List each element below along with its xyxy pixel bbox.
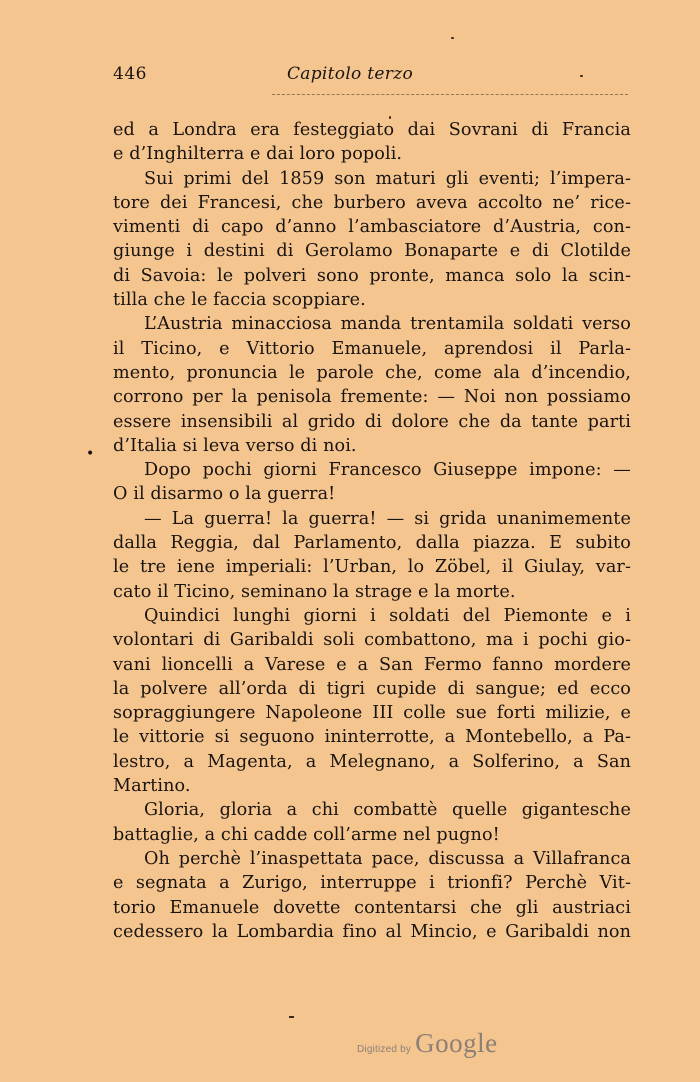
text-line: volontari di Garibaldi soli combattono, ma i pochi gio-	[113, 630, 631, 651]
text-line: vimenti di capo d’anno l’ambasciatore d’Austria, con-	[113, 217, 631, 238]
text-line: — La guerra! la guerra! — si grida unanimemente	[144, 508, 631, 529]
page-number: 446	[113, 64, 147, 84]
text-line: tore dei Francesi, che burbero aveva accolto ne’ rice-	[113, 192, 631, 213]
margin-mark: •	[86, 446, 95, 462]
text-line: Dopo pochi giorni Francesco Giuseppe impone: —	[144, 460, 631, 481]
text-block	[113, 118, 631, 944]
text-line: e d’Inghilterra e dai loro popoli.	[113, 144, 403, 165]
text-line: di Savoia: le polveri sono pronte, manca solo la scin-	[113, 265, 631, 286]
running-title: Capitolo terzo	[286, 64, 413, 84]
google-logo: Google	[415, 1028, 498, 1058]
text-line: mento, pronuncia le parole che, come ala d’incendio,	[113, 362, 631, 383]
watermark-prefix: Digitized by	[357, 1044, 412, 1055]
text-line: Gloria, gloria a chi combattè quelle gigantesche	[144, 800, 631, 821]
text-line: tilla che le faccia scoppiare.	[113, 290, 366, 311]
text-line: dalla Reggia, dal Parlamento, dalla piazza. E subito	[113, 533, 631, 554]
text-line: cato il Ticino, seminano la strage e la morte.	[113, 581, 516, 602]
text-line: giunge i destini di Gerolamo Bonaparte e di Clotilde	[113, 241, 631, 262]
text-line: battaglie, a chi cadde coll’arme nel pugno!	[113, 824, 500, 845]
text-line: Martino.	[113, 776, 191, 797]
text-line: la polvere all’orda di tigri cupide di sangue; ed ecco	[113, 678, 631, 699]
text-line: il Ticino, e Vittorio Emanuele, aprendosi il Parla-	[113, 338, 631, 359]
google-watermark	[357, 1028, 498, 1059]
footer-mark	[289, 1016, 294, 1018]
text-line: le vittorie si seguono ininterrotte, a Montebello, a Pa-	[113, 727, 631, 748]
text-line: Quindici lunghi giorni i soldati del Piemonte e i	[144, 605, 631, 626]
text-line: Oh perchè l’inaspettata pace, discussa a Villafranca	[144, 848, 631, 869]
text-line: le tre iene imperiali: l’Urban, lo Zöbel, il Giulay, var-	[113, 557, 631, 578]
text-line: corrono per la penisola fremente: — Noi non possiamo	[113, 387, 631, 408]
text-line: lestro, a Magenta, a Melegnano, a Solferino, a San	[113, 751, 631, 772]
text-line: d’Italia si leva verso di noi.	[113, 435, 357, 456]
speck	[451, 37, 454, 39]
text-line: ed a Londra era festeggiato dai Sovrani di Francia	[113, 120, 631, 140]
text-line: O il disarmo o la guerra!	[113, 484, 336, 505]
text-line: e segnata a Zurigo, interruppe i trionfi? Perchè Vit-	[113, 873, 631, 894]
speck	[580, 75, 583, 77]
text-line: cedessero la Lombardia fino al Mincio, e Garibaldi non	[113, 921, 631, 942]
text-line: sopraggiungere Napoleone III colle sue forti milizie, e	[113, 703, 631, 724]
text-line: vani lioncelli a Varese e a San Fermo fanno mordere	[113, 654, 631, 675]
header-rule	[272, 94, 628, 95]
text-line: essere insensibili al grido di dolore che da tante parti	[113, 411, 631, 432]
text-line: Sui primi del 1859 son maturi gli eventi; l’impera-	[144, 168, 631, 189]
text-line: torio Emanuele dovette contentarsi che gli austriaci	[113, 897, 631, 918]
text-line: L’Austria minacciosa manda trentamila soldati verso	[144, 314, 631, 335]
